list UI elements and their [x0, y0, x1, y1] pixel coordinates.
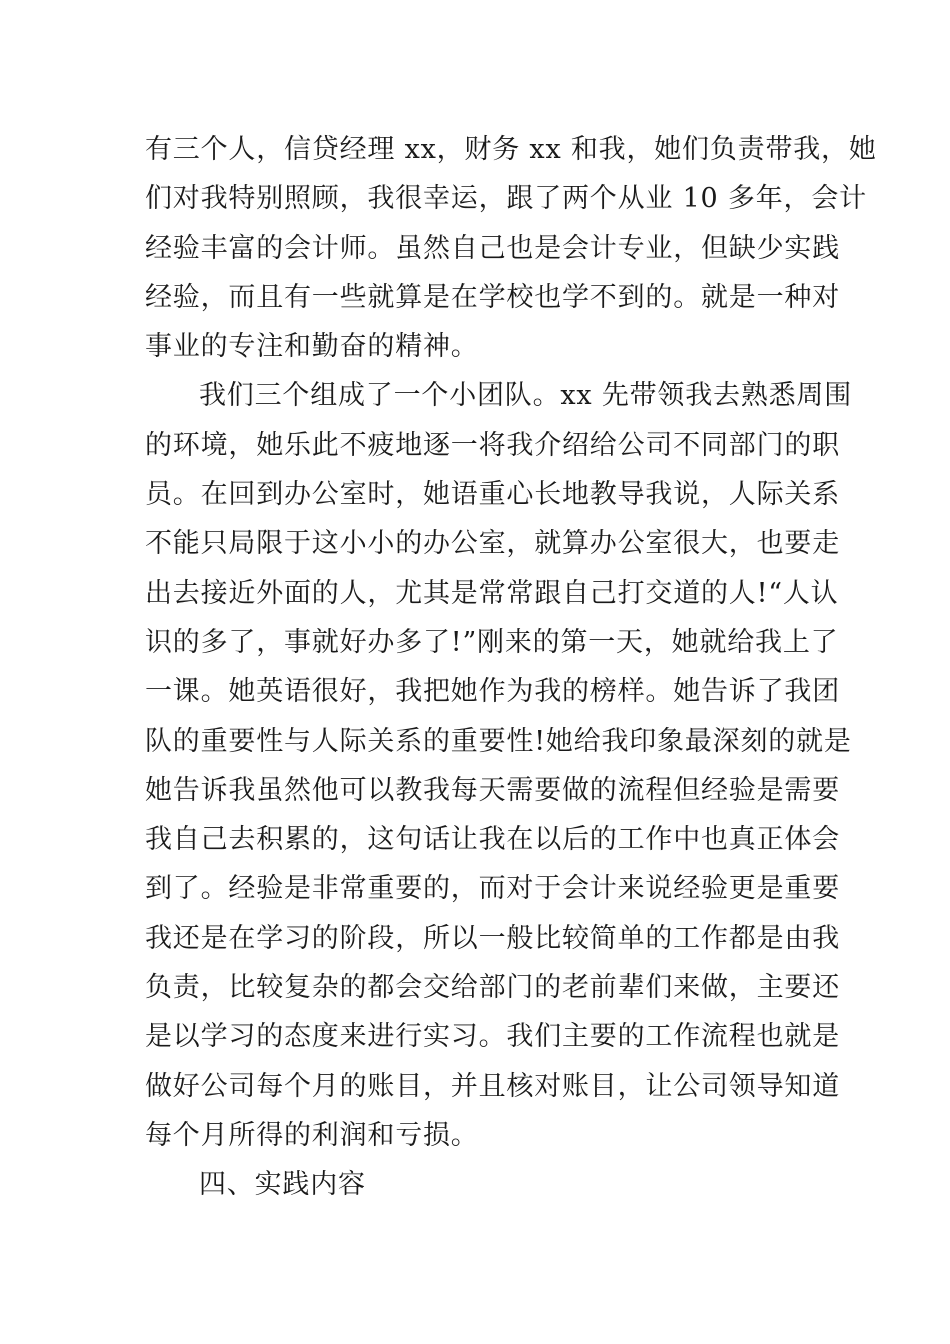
text-line: 我自己去积累的，这句话让我在以后的工作中也真正体会 [145, 824, 840, 856]
text-line: 每个月所得的利润和亏损。 [145, 1119, 479, 1151]
text-line: 我们三个组成了一个小团队。xx 先带领我去熟悉周围 [199, 380, 853, 412]
text-line: 有三个人，信贷经理 xx，财务 xx 和我，她们负责带我，她 [145, 134, 877, 165]
text-line: 是以学习的态度来进行实习。我们主要的工作流程也就是 [145, 1021, 840, 1053]
text-line: 到了。经验是非常重要的，而对于会计来说经验更是重要 [145, 873, 840, 905]
text-line: 们对我特别照顾，我很幸运，跟了两个从业 10 多年，会计 [145, 183, 867, 215]
document-body [145, 125, 877, 1210]
text-line: 经验，而且有一些就算是在学校也学不到的。就是一种对 [145, 281, 840, 313]
text-line: 我还是在学习的阶段，所以一般比较简单的工作都是由我 [145, 922, 840, 954]
text-line: 经验丰富的会计师。虽然自己也是会计专业，但缺少实践 [145, 232, 840, 264]
text-line: 事业的专注和勤奋的精神。 [145, 331, 479, 363]
text-line: 出去接近外面的人，尤其是常常跟自己打交道的人!“人认 [145, 577, 839, 609]
text-line: 一课。她英语很好，我把她作为我的榜样。她告诉了我团 [145, 676, 840, 708]
text-line: 队的重要性与人际关系的重要性!她给我印象最深刻的就是 [145, 725, 852, 757]
paragraph-team-intro [145, 125, 877, 371]
paragraph-small-team [145, 371, 853, 1160]
text-line: 她告诉我虽然他可以教我每天需要做的流程但经验是需要 [145, 774, 840, 806]
text-line: 不能只局限于这小小的办公室，就算办公室很大，也要走 [145, 528, 840, 560]
text-line: 负责，比较复杂的都会交给部门的老前辈们来做，主要还 [145, 972, 840, 1004]
text-line: 的环境，她乐此不疲地逐一将我介绍给公司不同部门的职 [145, 429, 840, 461]
text-line: 做好公司每个月的账目，并且核对账目，让公司领导知道 [145, 1070, 840, 1102]
text-line: 识的多了，事就好办多了!”刚来的第一天，她就给我上了 [145, 626, 839, 658]
text-line: 员。在回到办公室时，她语重心长地教导我说，人际关系 [145, 479, 840, 511]
section-heading: 四、实践内容 [199, 1169, 366, 1201]
